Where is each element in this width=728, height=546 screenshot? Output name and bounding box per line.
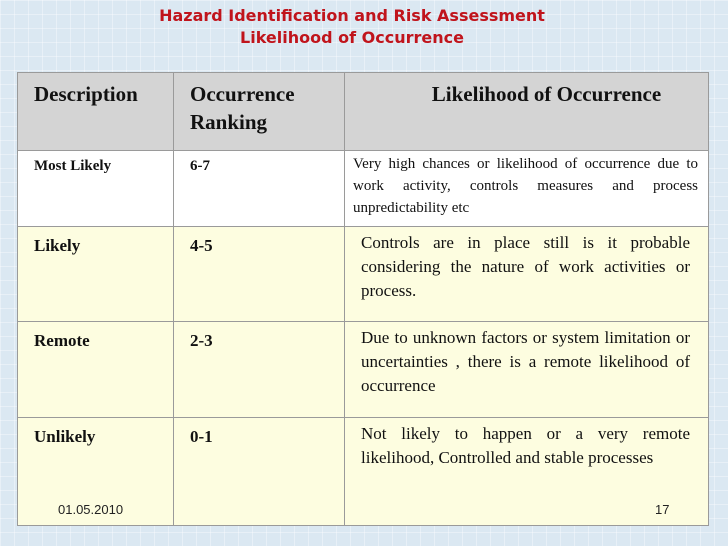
slide-title: Hazard Identification and Risk Assessment xyxy=(159,6,545,25)
header-ranking: Occurrence Ranking xyxy=(173,73,344,150)
row-description: Remote xyxy=(34,331,90,350)
row-ranking: 4-5 xyxy=(173,227,344,321)
row-likelihood: Controls are in place still is it probable considering the nature of work activities or process. xyxy=(344,227,708,321)
row-ranking: 2-3 xyxy=(173,322,344,417)
likelihood-table xyxy=(17,72,709,526)
footer-date: 01.05.2010 xyxy=(58,502,124,517)
row-ranking: 0-1 xyxy=(173,418,344,525)
row-ranking: 6-7 xyxy=(173,151,344,226)
table-header-row xyxy=(18,73,708,151)
table-row xyxy=(18,151,708,227)
slide-subtitle: Likelihood of Occurrence xyxy=(240,28,464,47)
row-description: Most Likely xyxy=(34,158,112,174)
row-likelihood: Due to unknown factors or system limitation or uncertainties , there is a remote likelihood of occurrence xyxy=(344,322,708,417)
row-description: Unlikely xyxy=(34,427,96,446)
page-number: 17 xyxy=(655,502,670,517)
header-description: Description xyxy=(34,82,138,106)
table-row xyxy=(18,227,708,322)
row-description: Likely xyxy=(34,236,81,255)
header-likelihood: Likelihood of Occurrence xyxy=(344,73,708,150)
table-row xyxy=(18,322,708,418)
row-likelihood: Very high chances or likelihood of occurrence due to work activity, controls measures and process unpredictability etc xyxy=(344,151,708,226)
row-likelihood: Not likely to happen or a very remote likelihood, Controlled and stable processes xyxy=(344,418,708,525)
